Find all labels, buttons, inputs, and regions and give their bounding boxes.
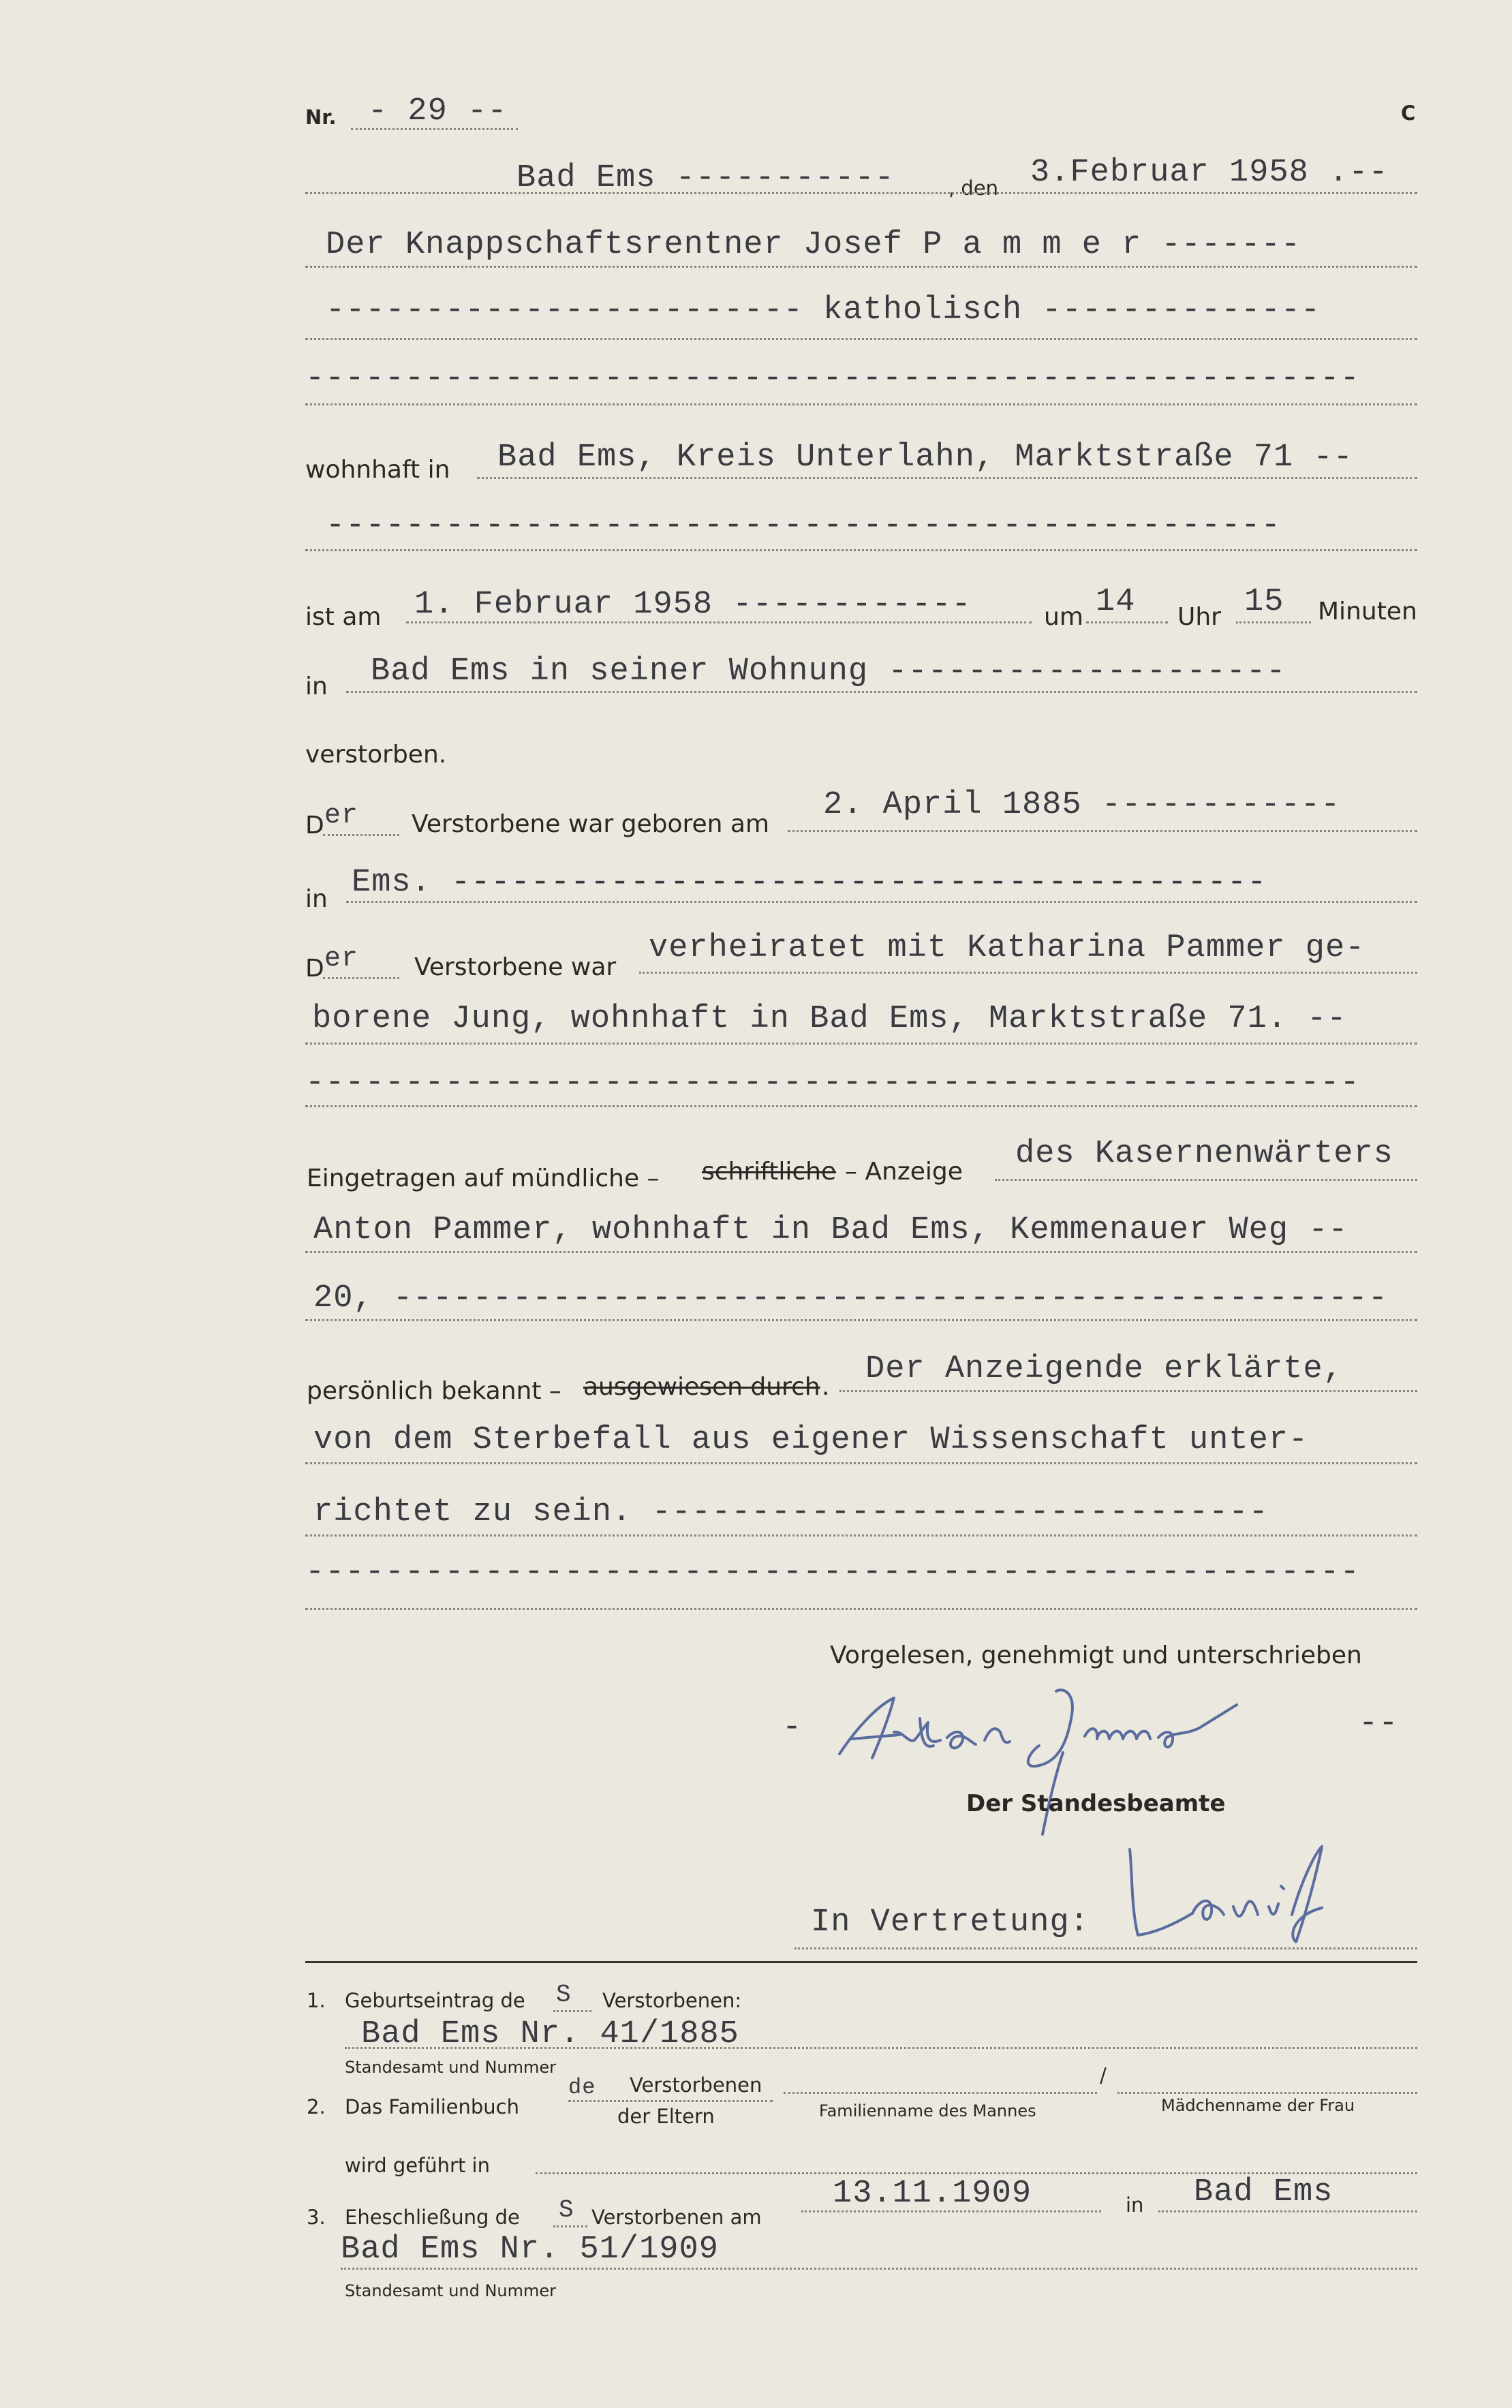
identification-line-2 <box>305 1462 1417 1464</box>
death-place-line <box>346 691 1417 693</box>
item1-label-a: Geburtseintrag de <box>345 1989 525 2012</box>
marital-article-line <box>323 977 399 979</box>
declaration-line-2: von dem Sterbefall aus eigener Wissenschaft unter- <box>313 1422 1309 1458</box>
minuten-label: Minuten <box>1318 598 1417 626</box>
item1-s-line <box>553 2010 591 2012</box>
registration-label-strike: schriftliche <box>702 1158 837 1186</box>
item1-number: 1. <box>307 1989 326 2012</box>
residence-line-1 <box>477 477 1417 479</box>
identification-blank-line: ----------------------------------------------------- <box>305 1554 1360 1590</box>
birth-article-line <box>323 834 399 836</box>
nr-dotted-line <box>351 128 518 130</box>
item2-verstorbenen: Verstorbenen <box>630 2073 762 2097</box>
birth-place: Ems. ----------------------------------------- <box>352 865 1267 901</box>
death-place: Bad Ems in seiner Wohnung -------------------- <box>371 653 1286 690</box>
gefuehrt-label: wird geführt in <box>345 2154 490 2177</box>
person-line-2 <box>305 338 1417 340</box>
marriage-date: 13.11.1909 <box>833 2176 1032 2212</box>
item1-label-b: Verstorbenen: <box>602 1989 742 2012</box>
item2-de: de <box>568 2075 596 2100</box>
registration-line-3 <box>305 1319 1417 1321</box>
item1-standesamt-label: Standesamt und Nummer <box>345 2058 557 2077</box>
registration-label-a: Eingetragen auf mündliche – <box>307 1164 660 1192</box>
identification-line-1 <box>839 1390 1417 1392</box>
birth-d-prefix: D <box>305 812 324 839</box>
birth-register-entry: Bad Ems Nr. 41/1885 <box>361 2016 739 2052</box>
item3-label-a: Eheschließung de <box>345 2206 520 2229</box>
item3-s-line <box>553 2225 587 2227</box>
signature-dash-left: - <box>782 1710 803 1746</box>
familienname-line <box>784 2092 1097 2094</box>
um-label: um <box>1044 603 1083 631</box>
residence-line-2 <box>305 549 1417 551</box>
identification-label-strike: ausgewiesen durch <box>583 1373 820 1401</box>
marital-d-prefix: D <box>305 955 324 983</box>
person-line-3 <box>305 403 1417 405</box>
item3-number: 3. <box>307 2206 326 2229</box>
marriage-date-line <box>801 2210 1101 2212</box>
place-date-line <box>305 192 1417 194</box>
item3-standesamt-label: Standesamt und Nummer <box>345 2281 557 2300</box>
item1-s: S <box>556 1981 572 2009</box>
item2-number: 2. <box>307 2095 326 2118</box>
marital-blank-line: ----------------------------------------------------- <box>305 1065 1360 1101</box>
birth-article: er <box>324 801 359 831</box>
minute-line <box>1236 621 1311 623</box>
identification-label-b: . <box>822 1373 830 1401</box>
identification-label-a: persönlich bekannt – <box>307 1377 561 1405</box>
item2-slash: / <box>1100 2064 1107 2087</box>
place-of-registration: Bad Ems ----------- <box>516 160 895 196</box>
informant-role: des Kasernenwärters <box>1015 1136 1393 1172</box>
item1-value-line <box>345 2047 1417 2049</box>
uhr-label: Uhr <box>1177 603 1221 631</box>
declaration-line-1: Der Anzeigende erklärte, <box>865 1351 1343 1387</box>
signature-dash-right: -- <box>1359 1705 1399 1742</box>
maedchenname-label: Mädchenname der Frau <box>1161 2096 1355 2115</box>
read-approved-signed: Vorgelesen, genehmigt und unterschrieben <box>830 1641 1362 1669</box>
informant-house-number: 20, -------------------------------------------------- <box>313 1280 1389 1316</box>
verstorben-label: verstorben. <box>305 741 447 769</box>
item3-label-b: Verstorbenen am <box>591 2206 762 2229</box>
corner-mark: C <box>1401 102 1416 125</box>
registration-line-1 <box>995 1179 1417 1181</box>
declaration-line-3: richtet zu sein. ------------------------------- <box>313 1494 1269 1530</box>
death-date-line <box>406 621 1032 623</box>
ist-am-label: ist am <box>305 603 382 631</box>
deceased-name-line: Der Knappschaftsrentner Josef P a m m e r ------- <box>326 227 1301 263</box>
wohnhaft-label: wohnhaft in <box>305 456 450 484</box>
birth-in-label: in <box>305 885 328 913</box>
birth-date: 2. April 1885 ------------ <box>823 787 1341 823</box>
informant-details: Anton Pammer, wohnhaft in Bad Ems, Kemmenauer Weg -- <box>313 1212 1348 1248</box>
death-date: 1. Februar 1958 ------------ <box>414 587 972 623</box>
death-in-label: in <box>305 673 328 700</box>
hour-line <box>1086 621 1168 623</box>
registration-line-2 <box>305 1251 1417 1253</box>
informant-signature <box>831 1678 1349 1787</box>
registrar-label: Der Standesbeamte <box>966 1790 1226 1817</box>
marriage-register-entry: Bad Ems Nr. 51/1909 <box>341 2232 719 2268</box>
death-minute: 15 <box>1244 584 1284 620</box>
registration-date: 3.Februar 1958 .-- <box>1030 155 1389 191</box>
religion-line: ------------------------ katholisch -------------- <box>326 292 1321 328</box>
residence-address: Bad Ems, Kreis Unterlahn, Marktstraße 71 -- <box>497 439 1353 476</box>
birth-place-line <box>346 901 1417 903</box>
spouse-details: borene Jung, wohnhaft in Bad Ems, Marktstraße 71. -- <box>312 1001 1347 1037</box>
nr-label: Nr. <box>305 106 337 129</box>
marital-status: verheiratet mit Katharina Pammer ge- <box>649 930 1366 966</box>
item3-value-line <box>341 2268 1417 2270</box>
familienname-label: Familienname des Mannes <box>819 2101 1036 2120</box>
marriage-place: Bad Ems <box>1194 2174 1333 2210</box>
person-line-1 <box>305 266 1417 268</box>
item2-fraction-line <box>568 2100 773 2102</box>
person-blank-line: ----------------------------------------------------- <box>305 360 1360 397</box>
registration-label-b: – Anzeige <box>845 1158 963 1186</box>
birth-label: Verstorbene war geboren am <box>412 810 770 838</box>
marital-line-2 <box>305 1043 1417 1045</box>
item3-s: S <box>559 2196 574 2224</box>
item2-eltern: der Eltern <box>617 2105 715 2128</box>
marital-article: er <box>324 944 359 974</box>
in-vertretung-label: In Vertretung: <box>811 1904 1090 1941</box>
marriage-place-line <box>1158 2210 1417 2212</box>
footer-separator <box>305 1961 1417 1963</box>
maedchenname-line <box>1117 2092 1417 2094</box>
residence-continuation: ------------------------------------------------ <box>326 508 1281 544</box>
item3-in-label: in <box>1126 2193 1144 2217</box>
registrar-signature <box>1117 1833 1363 1949</box>
marital-line-1 <box>639 972 1417 974</box>
record-number: - 29 -- <box>368 93 508 129</box>
item2-label: Das Familienbuch <box>345 2095 519 2118</box>
birth-date-line <box>788 830 1417 832</box>
identification-line-3 <box>305 1534 1417 1537</box>
marital-line-3 <box>305 1105 1417 1107</box>
marital-label: Verstorbene war <box>414 953 617 981</box>
death-hour: 14 <box>1096 584 1136 620</box>
den-label: , den <box>948 176 999 200</box>
identification-line-4 <box>305 1608 1417 1610</box>
